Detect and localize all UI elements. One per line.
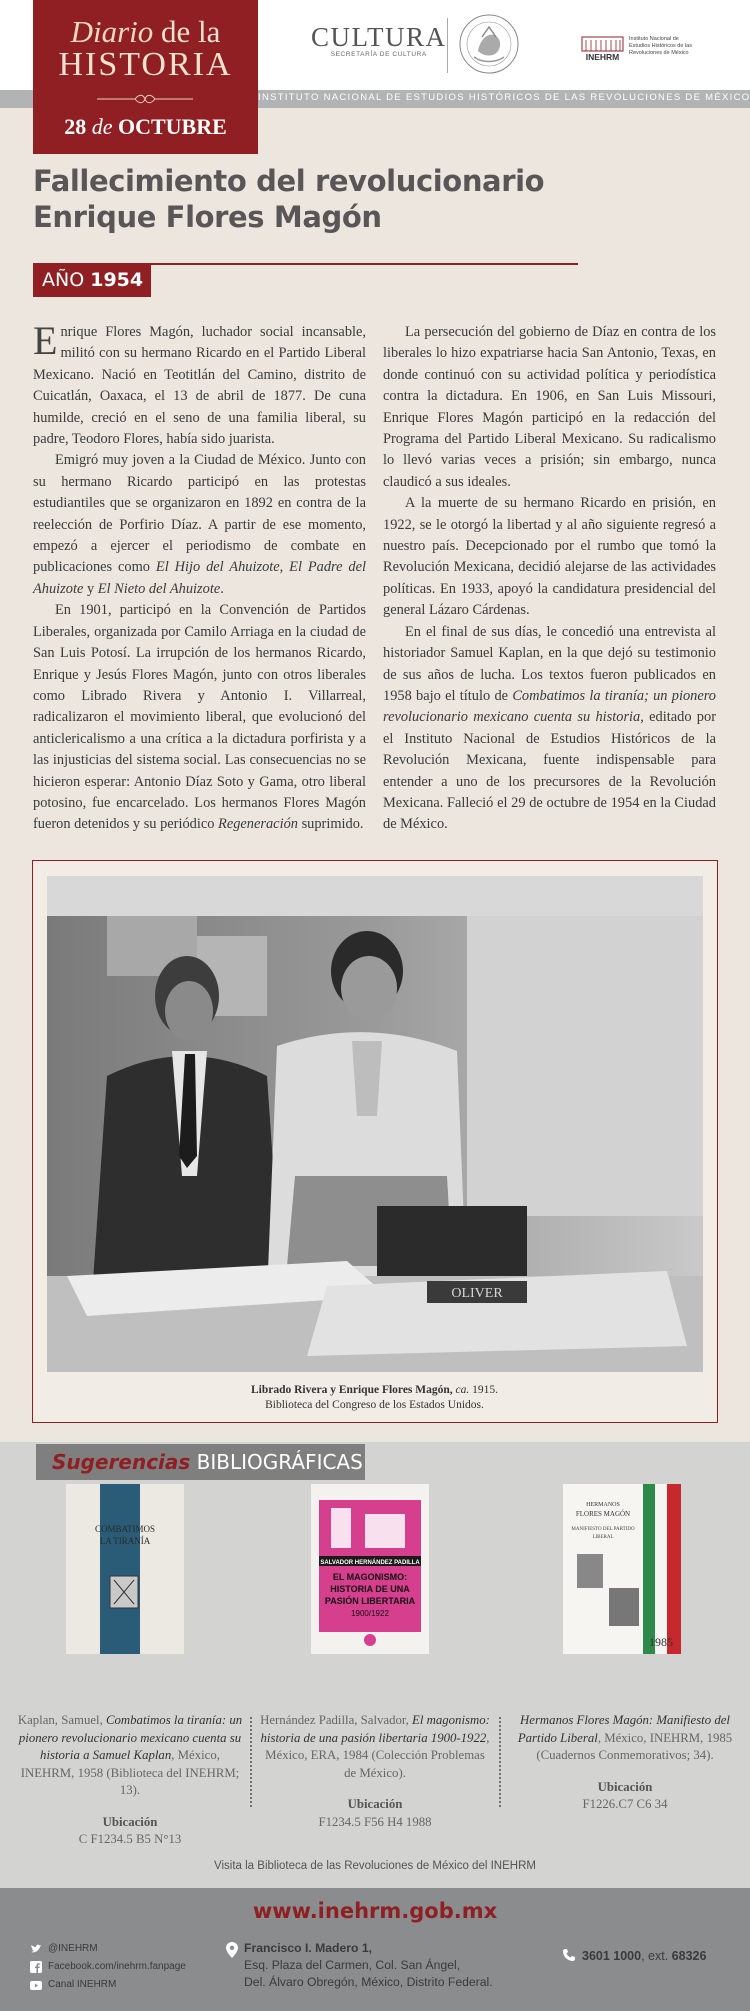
article-column-right	[383, 322, 716, 836]
inehrm-logo[interactable]: INEHRM Instituto Nacional de Estudios Históricos de las Revoluciones de México	[580, 34, 700, 64]
svg-text:COMBATIMOS: COMBATIMOS	[94, 1524, 156, 1534]
inehrm-building-icon	[580, 34, 625, 62]
svg-text:FLORES MAGÓN: FLORES MAGÓN	[575, 1510, 631, 1518]
logo-divider	[447, 18, 448, 73]
address: Francisco I. Madero 1, Esq. Plaza del Carmen, Col. San Ángel, Del. Álvaro Obregón, México, Distrito Federal.	[244, 1940, 493, 1991]
paragraph-1: Enrique Flores Magón, luchador social incansable, militó con su hermano Ricardo en el Partido Liberal Mexicano. Nació en Teotitlán del Camino, distrito de Cuicatlán, Oaxaca, el 13 de abril de 1877. De cuna humilde, creció en el seno de una familia liberal, su padre, Teodoro Flores, había sido juarista.	[33, 318, 366, 448]
book-cover-magonismo[interactable]	[311, 1484, 429, 1654]
bib-entry-3: Hermanos Flores Magón: Manifiesto del Partido Liberal, México, INEHRM, 1985 (Cuadernos Conmemorativos; 34). Ubicación F1226.C7 C6 34	[517, 1713, 733, 1811]
svg-text:OLIVER: OLIVER	[451, 1286, 503, 1301]
historical-photo	[47, 876, 703, 1372]
location-pin-icon	[226, 1942, 238, 1958]
masthead-date: 28 de OCTUBRE	[64, 114, 227, 139]
phone-icon	[562, 1948, 576, 1962]
svg-text:LIBERAL: LIBERAL	[592, 1535, 614, 1540]
masthead-title-line2: HISTORIA	[58, 46, 233, 83]
photo-frame	[32, 860, 718, 1423]
svg-text:INEHRM: INEHRM	[585, 52, 620, 62]
suggestions-title: Sugerencias BIBLIOGRÁFICAS	[52, 1450, 363, 1474]
library-visit-note: Visita la Biblioteca de las Revoluciones de México del INEHRM	[214, 1860, 536, 1872]
book-cover-manifiesto[interactable]	[563, 1484, 681, 1654]
bib-entry-1: Kaplan, Samuel, Combatimos la tiranía: un pionero revolucionario mexicano cuenta su historia a Samuel Kaplan, México, INEHRM, 1958 (Biblioteca del INEHRM; 13). Ubicación C F1234.5 B5 N°13	[17, 1713, 243, 1846]
cultura-logo[interactable]: CULTURA SECRETARÍA DE CULTURA	[311, 22, 447, 58]
svg-text:EL MAGONISMO:: EL MAGONISMO:	[332, 1572, 408, 1582]
svg-text:LA TIRANÍA: LA TIRANÍA	[99, 1536, 151, 1546]
paragraph-4: La persecución del gobierno de Díaz en contra de los liberales lo hizo expatriarse hacia San Antonio, Texas, en donde continuó con su actividad política y periodística contra la dictadura. En 1906, en San Luis Missouri, Enrique Flores Magón participó en la redacción del Programa del Partido Liberal Mexicano. Su radicalismo lo llevó varias veces a prisión; sin embargo, nunca claudicó a sus ideales.	[383, 324, 716, 490]
facebook-link[interactable]: Facebook.com/inehrm.fanpage	[30, 1958, 186, 1976]
social-links	[30, 1940, 186, 1994]
twitter-link[interactable]: @INEHRM	[30, 1940, 186, 1958]
paragraph-2: Emigró muy joven a la Ciudad de México. Junto con su hermano Ricardo participó en las protestas estudiantiles que se organizaron en 1892 en contra de la reelección de Porfirio Díaz. A partir de ese momento, empezó a ejercer el periodismo de combate en publicaciones como El Hijo del Ahuizote, El Padre del Ahuizote y El Nieto del Ahuizote.	[33, 452, 366, 597]
article-column-left	[33, 318, 366, 836]
book-cover-kaplan[interactable]	[66, 1484, 184, 1654]
paragraph-3: En 1901, participó en la Convención de Partidos Liberales, organizada por Camilo Arriaga en la ciudad de San Luis Potosí. La irrupción de los hermanos Ricardo, Enrique y Jesús Flores Magón, junto con otros liberales como Librado Rivera y Antonio I. Villarreal, radicalizaron el movimiento liberal, que evolucionó del anticlericalismo a una crítica a la dictadura porfirista y a las injusticias del sistema social. Las consecuencias no se hicieron esperar: Antonio Díaz Soto y Gama, otro liberal potosino, fue encarcelado. Los hermanos Flores Magón fueron detenidos y su periódico Regeneración suprimido.	[33, 602, 366, 833]
national-seal-icon	[458, 13, 520, 75]
twitter-icon	[30, 1943, 42, 1955]
youtube-link[interactable]: Canal INEHRM	[30, 1976, 186, 1994]
youtube-icon	[30, 1979, 42, 1991]
drop-cap: E	[33, 318, 58, 363]
phone-number[interactable]: 3601 1000, ext. 68326	[562, 1948, 706, 1963]
article-title: Fallecimiento del revolucionario Enrique Flores Magón	[33, 164, 545, 234]
svg-text:HISTORIA DE UNA: HISTORIA DE UNA	[330, 1584, 410, 1594]
bib-divider-1	[250, 1717, 252, 1807]
masthead	[33, 0, 258, 154]
facebook-icon	[30, 1961, 42, 1973]
institute-name: INSTITUTO NACIONAL DE ESTUDIOS HISTÓRICOS DE LAS REVOLUCIONES DE MÉXICO	[258, 92, 750, 103]
svg-text:1985: 1985	[649, 1635, 673, 1649]
bib-entry-2: Hernández Padilla, Salvador, El magonismo: historia de una pasión libertaria 1900-1922, México, ERA, 1984 (Colección Problemas de México). Ubicación F1234.5 F56 H4 1988	[260, 1713, 490, 1829]
ornament-icon	[95, 94, 195, 104]
svg-text:MANIFIESTO DEL PARTIDO: MANIFIESTO DEL PARTIDO	[571, 1527, 635, 1532]
svg-text:1900/1922: 1900/1922	[351, 1609, 389, 1618]
paragraph-6: En el final de sus días, le concedió una entrevista al historiador Samuel Kaplan, en la que dejó su testimonio de sus años de lucha. Los textos fueron publicados en 1958 bajo el título de Combatimos la tiranía; un pionero revolucionario mexicano cuenta su historia, editado por el Instituto Nacional de Estudios Históricos de la Revolución Mexicana, fuente indispensable para entender a uno de los precursores de la Revolución Mexicana. Falleció el 29 de octubre de 1954 en la Ciudad de México.	[383, 623, 716, 833]
bib-divider-2	[499, 1717, 501, 1807]
svg-text:PASIÓN LIBERTARIA: PASIÓN LIBERTARIA	[324, 1596, 416, 1606]
paragraph-5: A la muerte de su hermano Ricardo en prisión, en 1922, se le otorgó la libertad y al año siguiente regresó a nuestro país. Decepcionado por el rumbo que tomó la Revolución Mexicana, decidió alejarse de las actividades políticas. En 1933, apoyó la candidatura presidencial del general Lázaro Cárdenas.	[383, 495, 716, 619]
year-badge: AÑO 1954	[33, 263, 151, 297]
masthead-title-line1: Diario de la	[70, 14, 221, 49]
photo-caption: Librado Rivera y Enrique Flores Magón, ca. 1915. Biblioteca del Congreso de los Estados Unidos.	[250, 1384, 499, 1411]
svg-text:HERMANOS: HERMANOS	[586, 1502, 620, 1508]
website-link[interactable]: www.inehrm.gob.mx	[252, 1899, 498, 1923]
svg-text:SALVADOR HERNÁNDEZ PADILLA: SALVADOR HERNÁNDEZ PADILLA	[320, 1560, 420, 1566]
